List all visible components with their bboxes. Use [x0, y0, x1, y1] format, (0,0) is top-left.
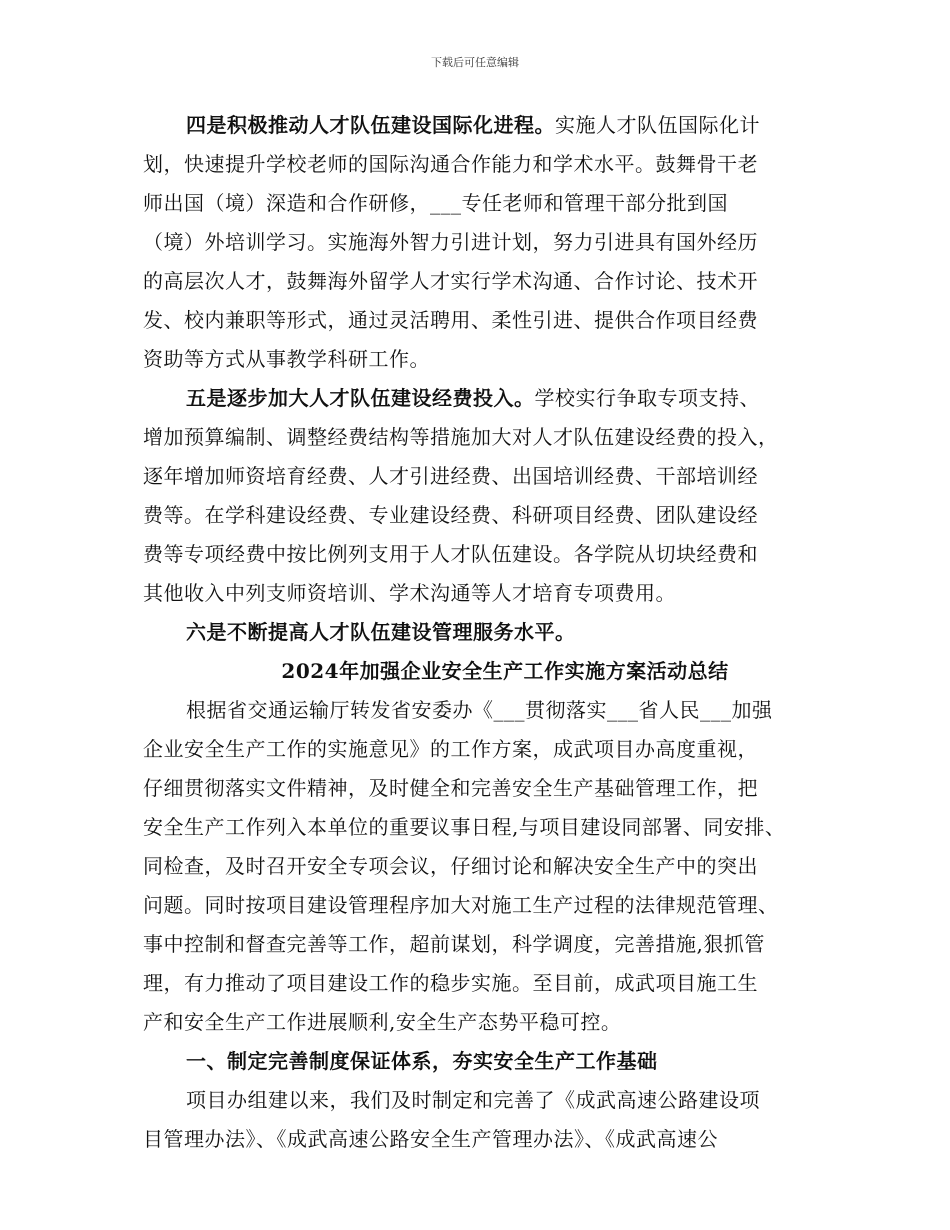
page-header-note: 下载后可任意编辑 — [431, 56, 519, 69]
report-p2-line2: 目管理办法》、《成武高速公路安全生产管理办法》、《成武高速公 — [143, 1127, 718, 1151]
report-p1-line3: 仔细贯彻落实文件精神，及时健全和完善安全生产基础管理工作，把 — [143, 776, 758, 800]
section4-line5: 的高层次人才，鼓舞海外留学人才实行学术沟通、合作讨论、技术开 — [143, 269, 758, 293]
section4-lead: 四是积极推动人才队伍建设国际化进程。 — [186, 113, 555, 137]
report-p1-line6: 问题。同时按项目建设管理程序加大对施工生产过程的法律规范管理、 — [143, 893, 779, 917]
section4-line1-text: 实施人才队伍国际化计 — [555, 113, 760, 137]
report-p1-line2: 企业安全生产工作的实施意见》的工作方案，成武项目办高度重视， — [143, 737, 758, 761]
report-heading1: 一、制定完善制度保证体系，夯实安全生产工作基础 — [186, 1049, 658, 1073]
report-p2-line1: 项目办组建以来，我们及时制定和完善了《成武高速公路建设项 — [186, 1088, 760, 1112]
section4-line1 — [186, 105, 826, 145]
report-p1-line5: 同检查，及时召开安全专项会议，仔细讨论和解决安全生产中的突出 — [143, 854, 758, 878]
section4-line2: 划，快速提升学校老师的国际沟通合作能力和学术水平。鼓舞骨干老 — [143, 152, 758, 176]
section5-lead: 五是逐步加大人才队伍建设经费投入。 — [186, 386, 535, 410]
section4-line7: 资助等方式从事教学科研工作。 — [143, 347, 430, 371]
report-p1-line4: 安全生产工作列入本单位的重要议事日程,与项目建设同部署、同安排、 — [143, 815, 786, 839]
report-p1-line8: 理，有力推动了项目建设工作的稳步实施。至目前，成武项目施工生 — [143, 971, 758, 995]
section5-line4: 费等。在学科建设经费、专业建设经费、科研项目经费、团队建设经 — [143, 503, 758, 527]
section5-line1 — [186, 378, 826, 418]
section5-line5: 费等专项经费中按比例列支用于人才队伍建设。各学院从切块经费和 — [143, 542, 758, 566]
report-title: 2024年加强企业安全生产工作实施方案活动总结 — [281, 659, 729, 683]
section5-line6: 其他收入中列支师资培训、学术沟通等人才培育专项费用。 — [143, 581, 676, 605]
section5-line1-text: 学校实行争取专项支持、 — [534, 386, 760, 410]
report-p1-line9: 产和安全生产工作进展顺利,安全生产态势平稳可控。 — [143, 1010, 622, 1034]
section5-line3: 逐年增加师资培育经费、人才引进经费、出国培训经费、干部培训经 — [143, 464, 758, 488]
section4-line3: 师出国（境）深造和合作研修，___专任老师和管理干部分批到国 — [143, 191, 728, 215]
section4-line6: 发、校内兼职等形式，通过灵活聘用、柔性引进、提供合作项目经费 — [143, 308, 758, 332]
section4-line4: （境）外培训学习。实施海外智力引进计划，努力引进具有国外经历 — [143, 230, 758, 254]
report-p1-line1: 根据省交通运输厅转发省安委办《___贯彻落实___省人民___加强 — [186, 698, 773, 722]
section6-lead: 六是不断提高人才队伍建设管理服务水平。 — [186, 620, 576, 644]
section5-line2: 增加预算编制、调整经费结构等措施加大对人才队伍建设经费的投入， — [143, 425, 779, 449]
report-p1-line7: 事中控制和督查完善等工作，超前谋划，科学调度，完善措施,狠抓管 — [143, 932, 765, 956]
